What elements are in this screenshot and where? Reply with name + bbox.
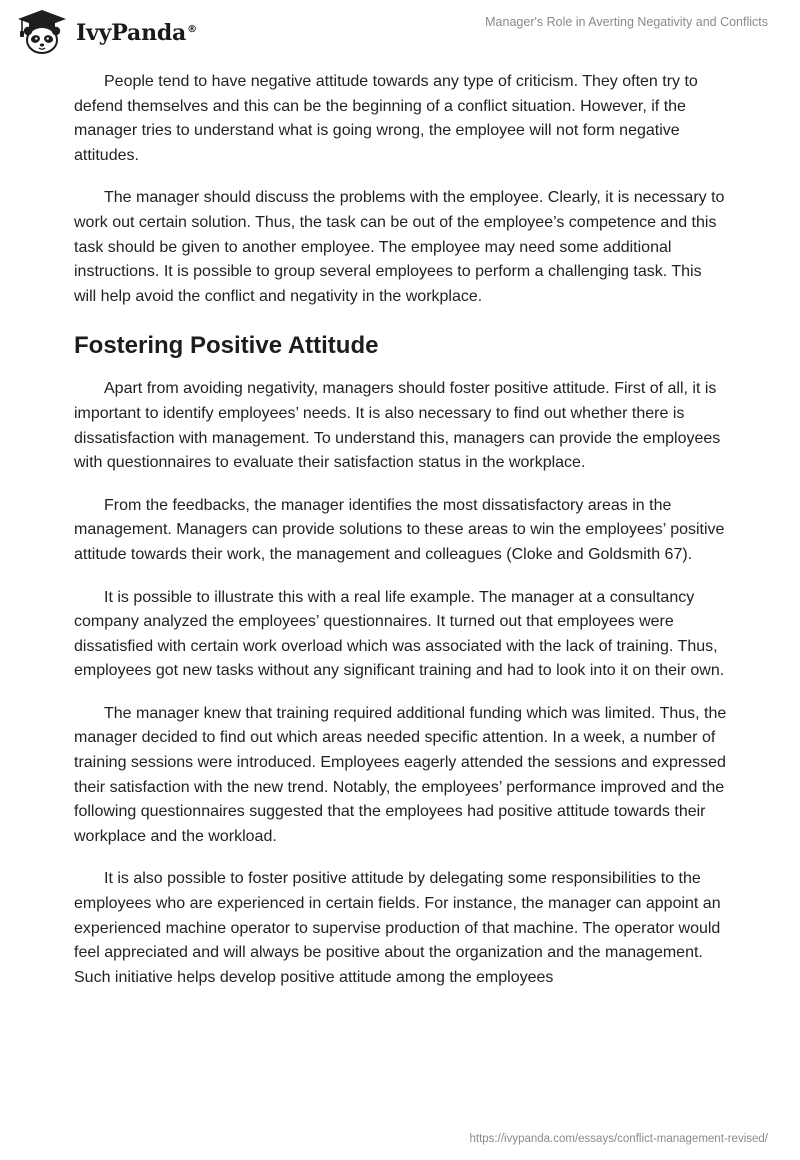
ivypanda-logo[interactable] — [14, 8, 197, 56]
paragraph: People tend to have negative attitude towards any type of criticism. They often try to defend themselves and this can be the beginning of a conflict situation. However, if the manager tries to understand what is going wrong, the employee will not form negative attitudes. — [74, 73, 698, 164]
panda-graduate-icon — [14, 8, 70, 56]
document-title: Manager's Role in Averting Negativity and Conflicts — [485, 15, 768, 29]
paragraph: It is possible to illustrate this with a real life example. The manager at a consultancy company analyzed the employees’ questionnaires. It turned out that employees were dissatisfied with certain work overload which was associated with the lack of training. Thus, employees got new tasks without any significant training and had to look into it on their own. — [74, 588, 725, 680]
paragraph: It is also possible to foster positive attitude by delegating some responsibilities to the employees who are experienced in certain fields. For instance, the manager can appoint an experienced machine operator to supervise production of that machine. The operator would feel appreciated and will always be positive about the organization and the management. Such initiative helps develop positive attitude among the employees — [74, 870, 721, 986]
paragraph: The manager should discuss the problems with the employee. Clearly, it is necessary to work out certain solution. Thus, the task can be out of the employee’s competence and this task should be given to another employee. The employee may need some additional instructions. It is possible to group several employees to perform a challenging task. This will help avoid the conflict and negativity in the workplace. — [74, 189, 725, 305]
page-header — [0, 0, 800, 60]
paragraph: Apart from avoiding negativity, managers should foster positive attitude. First of all, it is important to identify employees’ needs. It is also necessary to find out whether there is dissatisfaction with management. To understand this, managers can provide the employees with questionnaires to evaluate their satisfaction status in the workplace. — [74, 380, 721, 472]
section-heading: Fostering Positive Attitude — [74, 332, 379, 360]
registered-mark: ® — [187, 23, 197, 35]
paragraph: The manager knew that training required additional funding which was limited. Thus, the manager decided to find out which areas needed specific attention. In a week, a number of training sessions were introduced. Employees eagerly attended the sessions and expressed their satisfaction with the new trend. Notably, the employees’ performance improved and the following questionnaires suggested that the employees had positive attitude towards their workplace and the workload. — [74, 704, 727, 845]
source-url[interactable]: https://ivypanda.com/essays/conflict-management-revised/ — [469, 1133, 768, 1145]
paragraph: From the feedbacks, the manager identifies the most dissatisfactory areas in the management. Managers can provide solutions to these areas to win the employees’ positive attitude towards their work, the management and colleagues (Cloke and Goldsmith 67). — [74, 496, 725, 563]
logo-wordmark: IvyPanda® — [76, 20, 197, 46]
essay-body — [74, 70, 728, 1008]
